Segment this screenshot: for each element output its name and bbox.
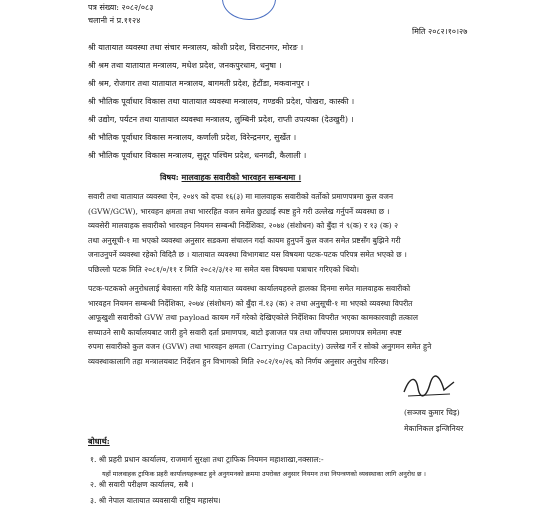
recipient-line: श्री श्रम, रोजगार तथा यातायात मन्त्रालय, बागमती प्रदेश, हेटौंडा, मकवानपुर । [88, 79, 310, 88]
recipient-line: श्री भौतिक पूर्वाधार विकास मन्त्रालय, कर्णाली प्रदेश, विरेन्द्रनगर, सुर्खेत । [88, 133, 297, 142]
paragraph-line: (GVW/GCW), भारवहन क्षमता तथा भाररहित वजन समेत छुट्याई स्पष्ट हुने गरी उल्लेख गर्नुपर्ने व्यवस्था छ । [88, 206, 390, 216]
body-paragraph-2 [88, 282, 500, 370]
paragraph-line: तथा अनुसूची-१ मा भएको व्यवस्था अनुसार सडकमा संचालन गर्दा कायम हुनुपर्ने कुल वजन समेत प्रष्टसँग बुझिने गरी [88, 235, 401, 245]
paragraph-line: जनाउनुपर्ने व्यवस्था रहेको विदितै छ । यातायात व्यवस्था विभागबाट यस विषयमा पटक-पटक परिपत्र समेत भएको छ । [88, 250, 407, 260]
subject-text: मालवाहक सवारीको भारवहन सम्बन्धमा । [181, 172, 302, 182]
recipient-line: श्री यातायात व्यवस्था तथा संचार मन्त्रालय, कोशी प्रदेश, विराटनगर, मोरङ । [88, 43, 304, 52]
paragraph-line: सवारी तथा यातायात व्यवस्था ऐन, २०४९ को दफा १६(३) मा मालवाहक सवारीको वर्तोको प्रमाणपत्रमा कुल वजन [88, 192, 394, 201]
recipient-line: श्री उद्योग, पर्यटन तथा यातायात व्यवस्था मन्त्रालय, लुम्बिनी प्रदेश, राप्ती उपत्यका (देउखुरी) । [88, 115, 354, 124]
paragraph-line: पछिल्लो पटक मिति २०८१/०/११ र मिति २०८२/३/१२ मा समेत यस विषयमा पत्राचार गरिएको थियो। [88, 264, 360, 274]
government-emblem-stamp [222, 0, 276, 20]
subject-line [160, 172, 301, 183]
letter-date: मिति २०८२।१०।२७ [412, 27, 468, 36]
paragraph-line: भारवहन नियमन सम्बन्धी निर्देशिका, २०७४ (संशोधन) को बुँदा नं.१३ (क) २ तथा अनुसूची-१ मा भएको व्यवस्था विपरीत [88, 298, 413, 308]
paragraph-line: सच्याउने साथै कार्यालयबाट जारी हुने सवारी दर्ता प्रमाणपत्र, बाटो इजाजत पत्र तथा जाँचपास प्रमाणपत्र समेतमा स्पष्ट [88, 327, 402, 337]
cc-item: ३. श्री नेपाल यातायात व्यवसायी राष्ट्रिय महासंघ। [90, 496, 221, 505]
cc-item: १. श्री प्रहरी प्रधान कार्यालय, राजमार्ग सुरक्षा तथा ट्राफिक नियमन महाशाखा,नक्साल:- [90, 455, 324, 464]
paragraph-line: व्यवस्थाकालागि तहा मन्त्रालयबाट निर्देशन हुन विभागको मिति २०८२/१०/२६ को निर्णय अनुसार अनुरोध गरिन्छ। [88, 356, 389, 366]
recipient-line: श्री श्रम तथा यातायात मन्त्रालय, मधेश प्रदेश, जनकपुरधाम, धनुषा । [88, 61, 282, 70]
signatory-name: (सञ्जय कुमार चिइ) [404, 408, 460, 417]
paragraph-line: आफूखुशी सवारीको GVW तथा payload कायम गर्ने गरेको देखिएकोले निर्देशिका विपरीत भएका कामकारवाही तत्काल [88, 313, 419, 323]
cc-item: २. श्री सवारी परीक्षण कार्यालय, सबै । [90, 480, 194, 489]
recipient-line: श्री भौतिक पूर्वाधार विकास तथा यातायात व्यवस्था मन्त्रालय, गण्डकी प्रदेश, पोखरा, कास्की । [88, 97, 355, 106]
signatory-title: मेकानिकल इन्जिनियर [404, 424, 464, 433]
body-paragraph-1 [88, 190, 500, 278]
paragraph-line: रुपमा सवारीको कुल वजन (GVW) तथा भारवहन क्षमता (Carrying Capacity) उल्लेख गर्ने र सोको अनुगमन समेत हुने [88, 342, 432, 352]
handwritten-signature [400, 372, 458, 402]
recipient-line: श्री भौतिक पूर्वाधार विकास मन्त्रालय, सुदूर पश्चिम प्रदेश, धनगढी, कैलाली । [88, 151, 307, 160]
cc-heading: बोधार्थ: [88, 436, 110, 446]
letter-number: पत्र संख्या: २०८२/०८३ [88, 3, 154, 12]
paragraph-line: पटक-पटकको अनुरोधलाई बेवास्ता गरि केहि यातायात व्यवस्था कार्यालयहरुले हालका दिनमा समेत मालवाहक सवारीको [88, 284, 411, 293]
paragraph-line: व्यवसेरी मालवाहक सवारीको भारवहन नियमन सम्बन्धी निर्देशिका, २०७४ (संशोधन) को बुँदा नं ९(क) र १३ (क) २ [88, 221, 399, 231]
dispatch-number: चलानी नं प्र.११२४ [88, 16, 141, 25]
subject-label: विषय: [160, 172, 179, 182]
cc-item-note: यहाँ मालवाहक ट्राफिक प्रहरी कार्यालयहरूबाट हुने अनुगमनको क्रममा उपरोक्त अनुसार नियमन तथा नियन्त्रणको व्यवस्थाका लागि अनुरोध छ । [102, 470, 426, 478]
